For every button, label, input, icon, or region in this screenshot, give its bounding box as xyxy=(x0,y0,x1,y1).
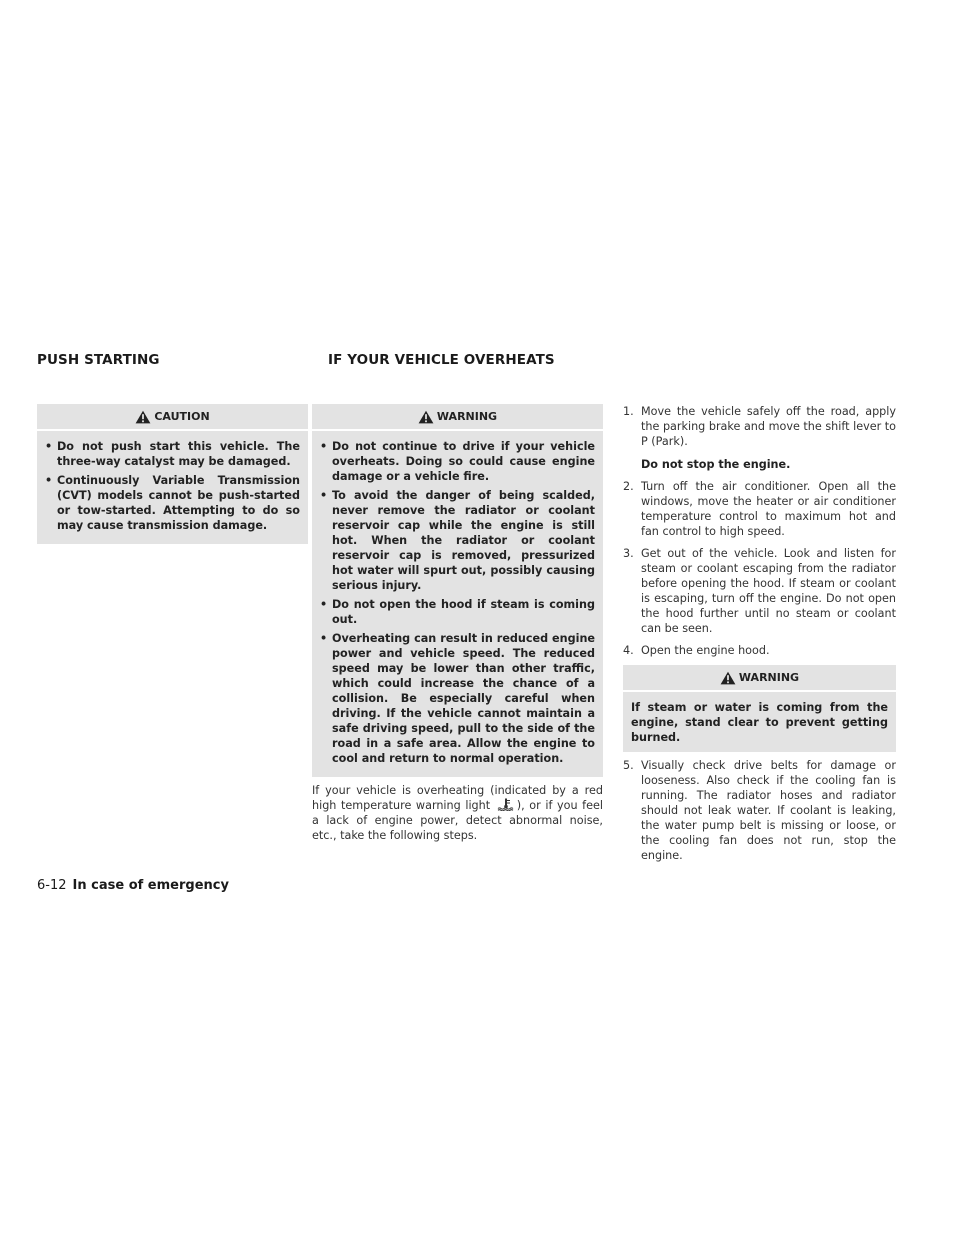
intro-text-before: If your vehicle is overheating (indicated by a red high temperature warning light xyxy=(312,784,603,812)
warning-item xyxy=(320,488,595,593)
step-text: Turn off the air conditioner. Open all the windows, move the heater or air conditioner temperature control to maximum hot and fan control to high speed. xyxy=(641,480,896,538)
caution-item-text: Continuously Variable Transmission (CVT) models cannot be push-started or tow-started. Attempting to do so may cause transmission damage. xyxy=(57,474,300,532)
warning-list xyxy=(312,431,603,766)
intro-paragraph xyxy=(312,783,603,843)
warning-title: WARNING xyxy=(436,410,498,423)
column-overheats-left xyxy=(312,404,603,843)
warning-item-text: Do not open the hood if steam is coming out. xyxy=(332,598,595,626)
step-item xyxy=(623,758,896,863)
section-heading-overheats: IF YOUR VEHICLE OVERHEATS xyxy=(328,352,555,368)
step-item xyxy=(623,479,896,539)
caution-list xyxy=(37,431,308,533)
warning-box xyxy=(312,404,603,777)
warning-box-2 xyxy=(623,665,896,752)
coolant-temperature-warning-icon xyxy=(495,798,517,811)
page-footer xyxy=(37,878,229,893)
step-number: 2. xyxy=(623,480,634,493)
caution-box xyxy=(37,404,308,544)
step-number: 1. xyxy=(623,405,634,418)
warning-2-title: WARNING xyxy=(738,671,800,684)
warning-2-text: If steam or water is coming from the engine, stand clear to prevent getting burned. xyxy=(631,701,888,744)
steps-list xyxy=(623,404,896,658)
warning-item xyxy=(320,439,595,484)
column-push-starting xyxy=(37,404,308,544)
caution-item-text: Do not push start this vehicle. The three-way catalyst may be damaged. xyxy=(57,440,300,468)
step-text: Get out of the vehicle. Look and listen for steam or coolant escaping from the radiator before opening the hood. If steam or coolant is escaping, turn off the engine. Do not open the hood further until no steam or coolant can be seen. xyxy=(641,547,896,635)
step-note: Do not stop the engine. xyxy=(641,458,791,471)
step-item xyxy=(623,404,896,472)
warning-item-text: Do not continue to drive if your vehicle overheats. Doing so could cause engine damage or a vehicle fire. xyxy=(332,440,595,483)
bullet: • xyxy=(320,440,328,453)
step-number: 5. xyxy=(623,759,634,772)
chapter-title: In case of emergency xyxy=(72,878,229,893)
section-heading-push-starting: PUSH STARTING xyxy=(37,352,160,368)
warning-triangle-icon xyxy=(135,410,151,424)
warning-item xyxy=(320,597,595,627)
warning-item-text: To avoid the danger of being scalded, never remove the radiator or coolant reservoir cap while the engine is still hot. When the radiator or coolant reservoir cap is removed, pressurized hot water will spurt out, possibly causing serious injury. xyxy=(332,489,595,592)
step-number: 4. xyxy=(623,644,634,657)
caution-title: CAUTION xyxy=(154,410,210,423)
step-item xyxy=(623,546,896,636)
bullet: • xyxy=(320,598,328,611)
caution-box-header xyxy=(37,404,308,431)
intro-text-after: ), or if you feel a lack of engine power, detect abnormal noise, etc., take the following steps. xyxy=(312,799,603,842)
step-text: Open the engine hood. xyxy=(641,644,770,657)
warning-item-text: Overheating can result in reduced engine power and vehicle speed. The reduced speed may be lower than other traffic, which could increase the chance of a collision. Be especially careful when driving. If the vehicle cannot maintain a safe driving speed, pull to the side of the road in a safe area. Allow the engine to cool and return to normal operation. xyxy=(332,632,595,765)
step-text: Move the vehicle safely off the road, apply the parking brake and move the shift lever to P (Park). xyxy=(641,405,896,448)
caution-item xyxy=(45,439,300,469)
bullet: • xyxy=(320,632,328,645)
steps-list-continued xyxy=(623,758,896,863)
column-overheats-right xyxy=(623,404,896,870)
warning-item xyxy=(320,631,595,766)
bullet: • xyxy=(45,440,53,453)
caution-item xyxy=(45,473,300,533)
page-number: 6-12 xyxy=(37,878,67,893)
bullet: • xyxy=(320,489,328,502)
step-number: 3. xyxy=(623,547,634,560)
step-item xyxy=(623,643,896,658)
warning-triangle-icon xyxy=(720,671,736,685)
step-text: Visually check drive belts for damage or looseness. Also check if the cooling fan is running. The radiator hoses and radiator should not leak water. If coolant is leaking, the water pump belt is missing or loose, or the cooling fan does not run, stop the engine. xyxy=(641,759,896,862)
warning-box-header xyxy=(312,404,603,431)
warning-triangle-icon xyxy=(418,410,434,424)
bullet: • xyxy=(45,474,53,487)
warning-box-2-header xyxy=(623,665,896,692)
